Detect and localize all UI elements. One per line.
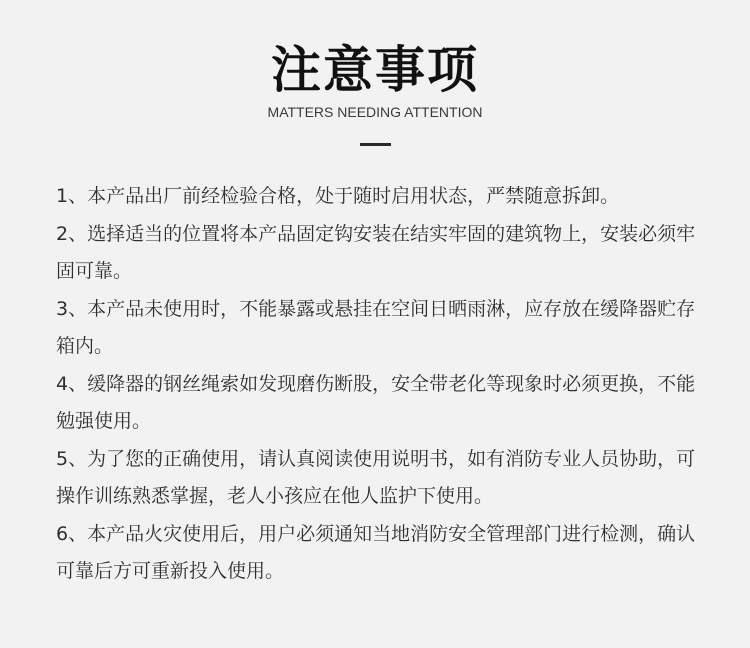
precaution-item: 6、本产品火灾使用后，用户必须通知当地消防安全管理部门进行检测，确认可靠后方可重新投入使用。 xyxy=(56,522,696,582)
precaution-item: 5、为了您的正确使用，请认真阅读使用说明书，如有消防专业人员协助，可操作训练熟悉掌握，老人小孩应在他人监护下使用。 xyxy=(56,447,696,507)
precaution-item: 1、本产品出厂前经检验合格，处于随时启用状态，严禁随意拆卸。 xyxy=(56,185,620,207)
precaution-item: 2、选择适当的位置将本产品固定钩安装在结实牢固的建筑物上，安装必须牢固可靠。 xyxy=(56,222,696,282)
precaution-item: 3、本产品未使用时，不能暴露或悬挂在空间日晒雨淋，应存放在缓降器贮存箱内。 xyxy=(56,297,696,357)
page-title: 注意事项 xyxy=(271,41,479,99)
precautions-list xyxy=(56,178,706,591)
precaution-item: 4、缓降器的钢丝绳索如发现磨伤断股，安全带老化等现象时必须更换，不能勉强使用。 xyxy=(56,372,696,432)
page-subtitle: MATTERS NEEDING ATTENTION xyxy=(267,104,483,120)
title-divider xyxy=(360,143,391,146)
